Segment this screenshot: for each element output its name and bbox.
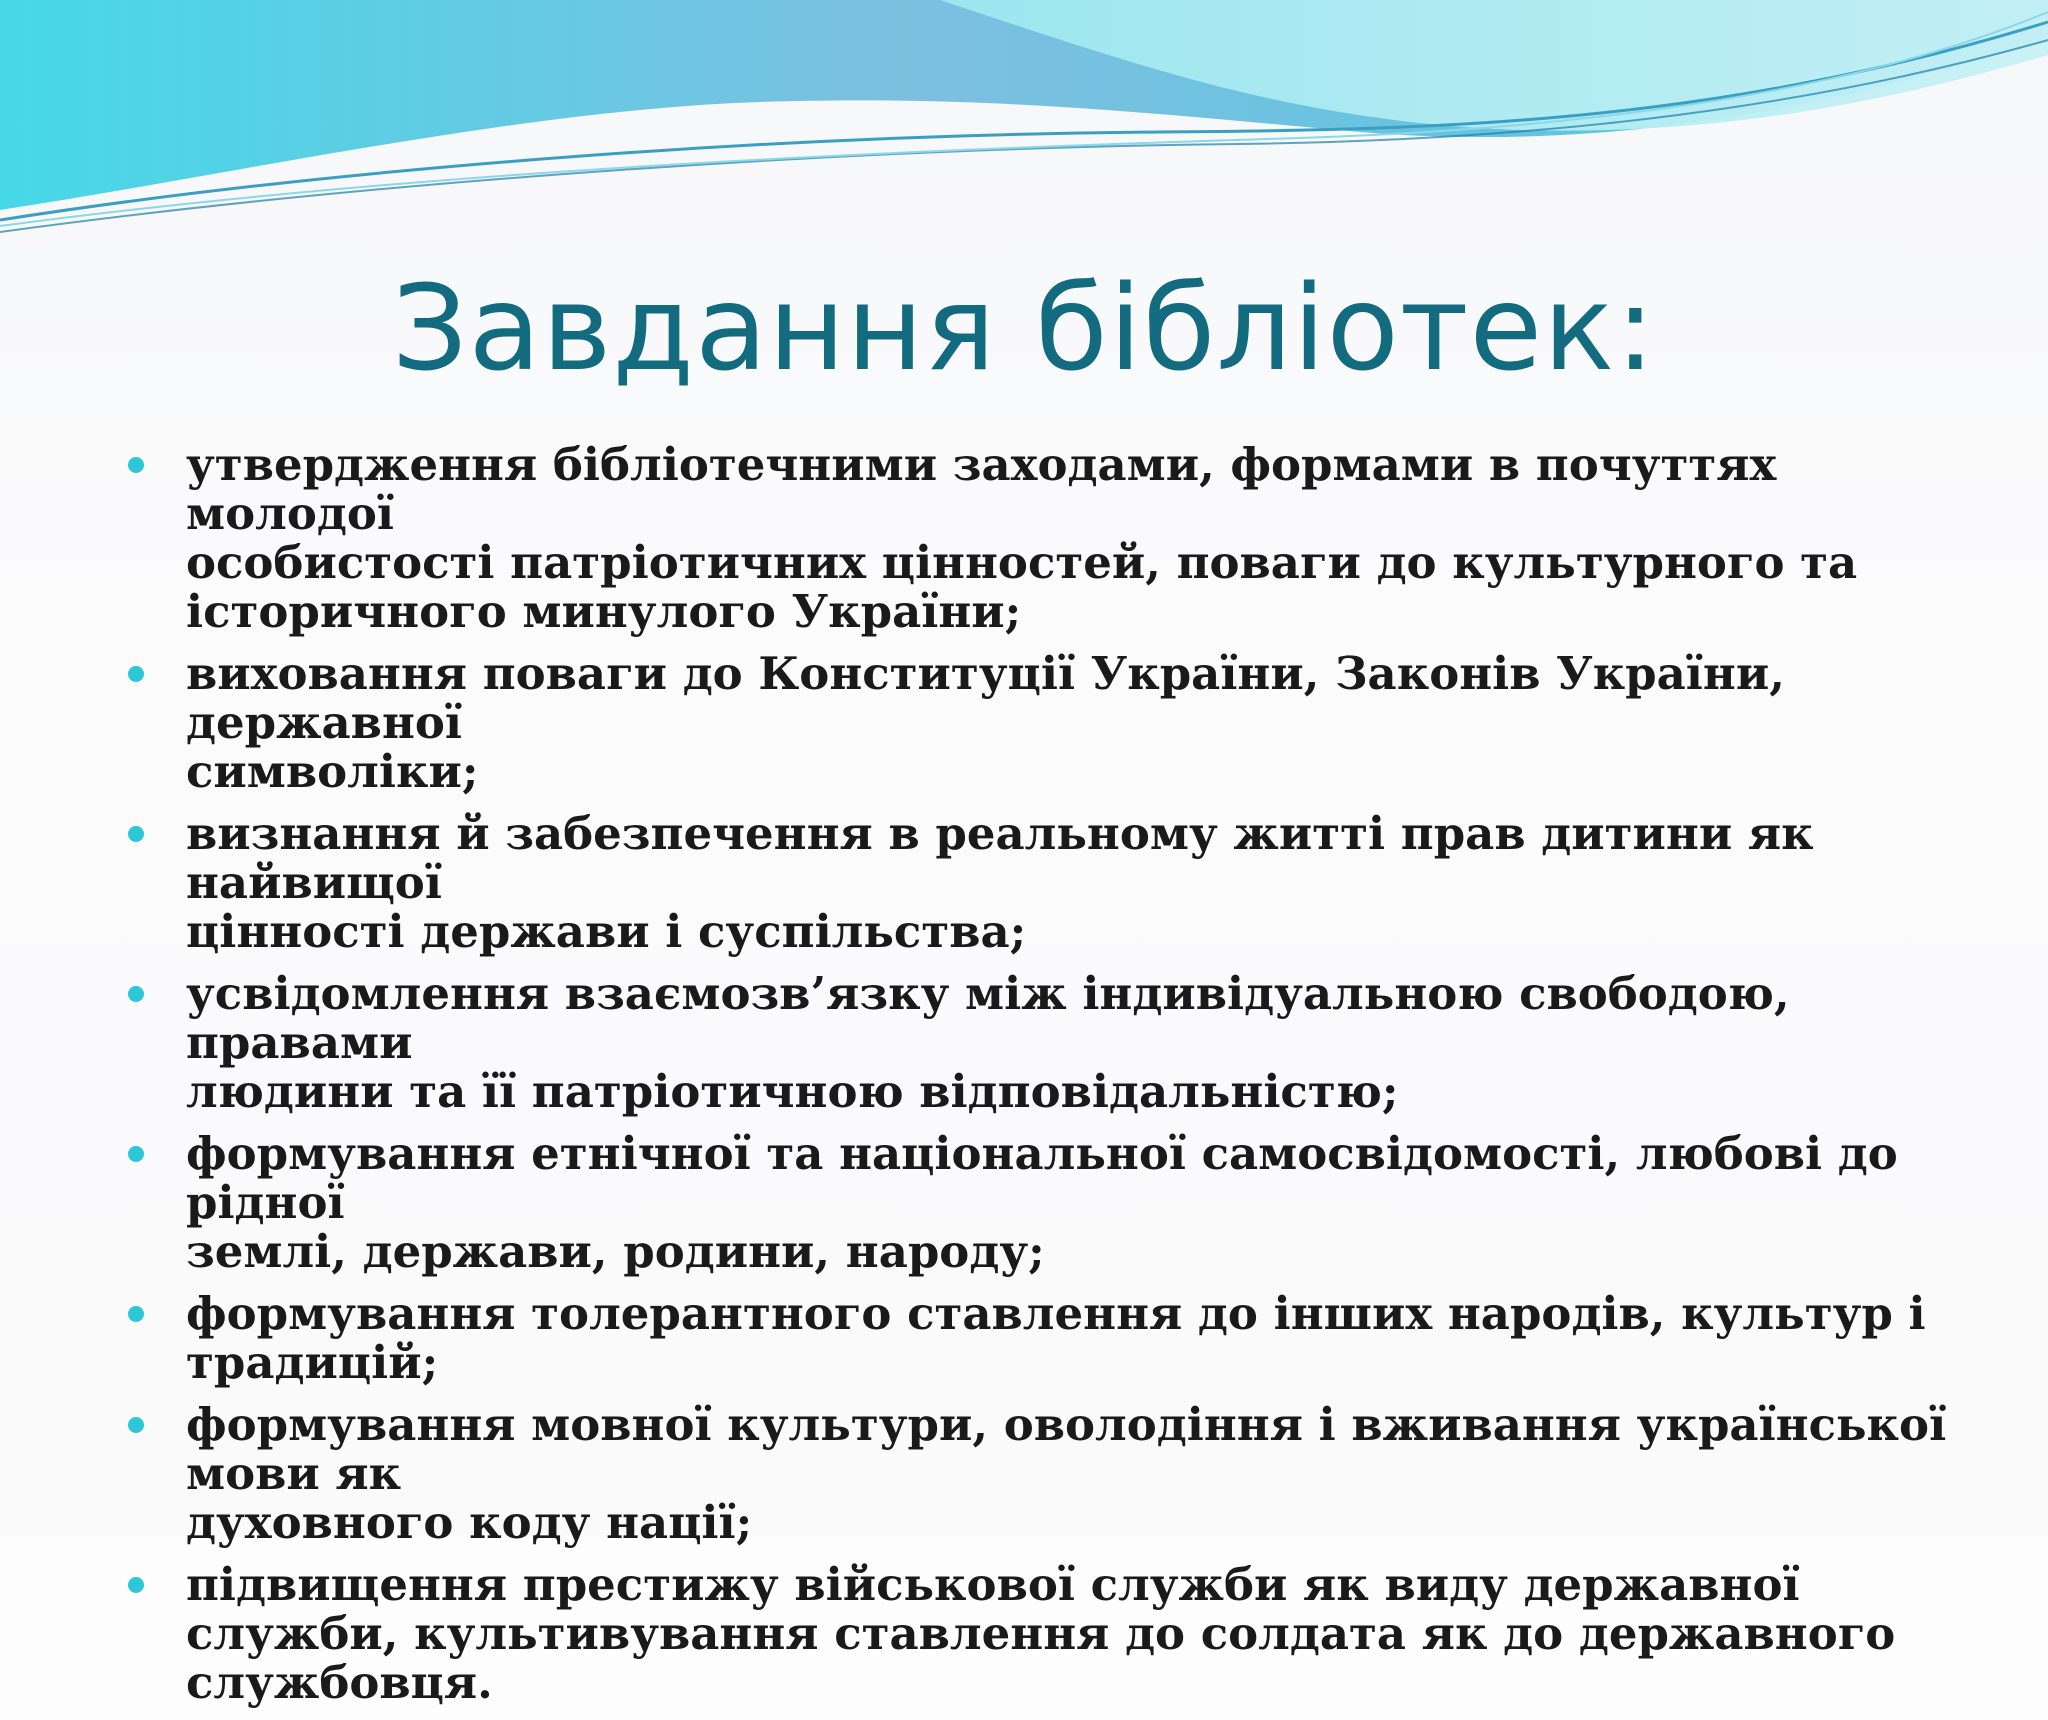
decorative-wave-header xyxy=(0,0,2048,240)
list-item xyxy=(120,1400,1980,1547)
slide-title: Завдання бібліотек: xyxy=(391,259,1657,397)
list-item-text: формування мовної культури, оволодіння і вживання української мови як духовного коду нації; xyxy=(186,1398,1947,1549)
bullet-dot-icon xyxy=(128,457,144,473)
bullet-dot-icon xyxy=(128,1306,144,1322)
list-item xyxy=(120,809,1980,956)
list-item xyxy=(120,1560,1980,1707)
list-item xyxy=(120,969,1980,1116)
list-item-text: усвідомлення взаємозв’язку між індивідуальною свободою, правами людини та її патріотичною відповідальністю; xyxy=(186,967,1790,1118)
bullet-dot-icon xyxy=(128,1146,144,1162)
bullet-dot-icon xyxy=(128,826,144,842)
list-item-text: формування етнічної та національної самосвідомості, любові до рідної землі, держави, родини, народу; xyxy=(186,1127,1898,1278)
bullet-dot-icon xyxy=(128,666,144,682)
list-item-text: виховання поваги до Конституції України, Законів України, державної символіки; xyxy=(186,647,1785,798)
list-item xyxy=(120,1289,1980,1387)
list-item xyxy=(120,1129,1980,1276)
bullet-list xyxy=(120,440,1980,1720)
bullet-dot-icon xyxy=(128,1577,144,1593)
bullet-dot-icon xyxy=(128,1417,144,1433)
list-item xyxy=(120,440,1980,636)
list-item-text: утвердження бібліотечними заходами, формами в почуттях молодої особистості патріотичних цінностей, поваги до культурного та історичного минулого України; xyxy=(186,438,1858,638)
list-item-text: формування толерантного ставлення до інших народів, культур і традицій; xyxy=(186,1287,1926,1389)
bullet-dot-icon xyxy=(128,986,144,1002)
list-item-text: підвищення престижу військової служби як виду державної служби, культивування ставлення до солдата як до державного службовця. xyxy=(186,1558,1896,1709)
list-item xyxy=(120,649,1980,796)
list-item-text: визнання й забезпечення в реальному житті прав дитини як найвищої цінності держави і суспільства; xyxy=(186,807,1814,958)
